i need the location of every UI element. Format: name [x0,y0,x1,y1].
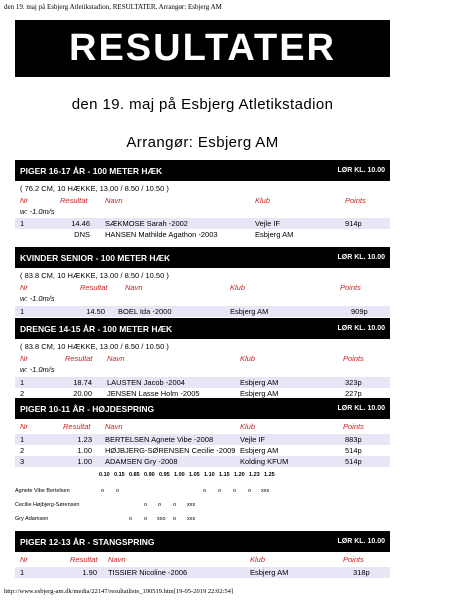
row-name: SÆKMOSE Sarah -2002 [105,219,188,228]
event-header [15,318,390,339]
attempt-mark: o [203,488,207,494]
attempt-row [15,502,390,512]
height-cell: 0.85 [129,472,140,478]
high-jump-heights-row [15,472,390,482]
row-points: 318p [353,568,370,577]
attempt-mark: xxx [187,516,196,522]
row-result: 1.23 [77,435,92,444]
column-headers [15,353,390,364]
event-header [15,531,390,552]
col-name: Navn [107,354,125,363]
athlete-name: Cecilie Højbjerg-Sørensen [15,502,80,508]
event-title: DRENGE 14-15 ÅR - 100 METER HÆK [20,323,173,334]
row-name: TISSIER Nicoline -2006 [108,568,188,577]
row-nr: 3 [20,457,25,466]
height-cell: 1.23 [249,472,260,478]
row-club: Esbjerg AM [240,378,279,387]
browser-print-header: den 19. maj på Esbjerg Atletikstadion, RESULTATER, Arrangør: Esbjerg AM [4,3,222,11]
col-name: Navn [125,283,143,292]
row-nr: 1 [20,568,25,577]
table-row [15,229,390,240]
col-club: Klub [250,555,266,564]
col-nr: Nr [20,354,28,363]
attempt-mark: o [144,502,148,508]
attempt-mark: o [218,488,222,494]
row-club: Esbjerg AM [240,389,279,398]
wind-reading: w: -1.0m/s [20,294,55,303]
table-row [15,567,390,578]
col-result: Resultat [63,422,91,431]
col-name: Navn [105,422,123,431]
col-club: Klub [255,196,271,205]
attempt-row [15,516,390,526]
height-cell: 1.05 [189,472,200,478]
event-piger-16-17-hurdles [15,160,390,240]
wind-reading: w: -1.0m/s [20,365,55,374]
row-points: 227p [345,389,362,398]
wind-row [15,364,390,374]
wind-row [15,293,390,303]
row-name: HØJBJERG-SØRENSEN Cecilie -2009 [105,446,236,455]
attempt-mark: xxx [187,502,196,508]
event-title: KVINDER SENIOR - 100 METER HÆK [20,252,171,263]
row-result: 1.90 [82,568,97,577]
attempt-mark: o [158,502,162,508]
table-row [15,377,390,388]
col-nr: Nr [20,422,28,431]
col-nr: Nr [20,283,28,292]
event-description: ( 83.8 CM, 10 HÆKKE, 13.00 / 8.50 / 10.50 ) [20,342,169,351]
col-club: Klub [240,354,256,363]
table-row [15,306,390,317]
col-points: Points [343,555,364,564]
row-name: BOEL Ida -2000 [118,307,172,316]
column-headers [15,421,390,432]
row-nr: 1 [20,378,25,387]
row-result: DNS [74,230,90,239]
row-nr: 2 [20,446,25,455]
row-club: Esbjerg AM [240,446,279,455]
col-club: Klub [240,422,256,431]
row-points: 514p [345,457,362,466]
row-name: JENSEN Lasse Holm -2005 [107,389,200,398]
event-piger-10-11-high-jump [15,398,390,467]
height-cell: 1.10 [204,472,215,478]
column-headers [15,195,390,206]
row-points: 914p [345,219,362,228]
row-points: 514p [345,446,362,455]
wind-reading: w: -1.0m/s [20,207,55,216]
height-cell: 1.15 [219,472,230,478]
athlete-name: Gry Adamsen [15,516,49,522]
height-cell: 1.25 [264,472,275,478]
event-drenge-14-15-hurdles [15,318,390,399]
row-nr: 1 [20,435,25,444]
table-row [15,434,390,445]
event-description: ( 76.2 CM, 10 HÆKKE, 13.00 / 8.50 / 10.50 ) [20,184,169,193]
row-name: LAUSTEN Jacob -2004 [107,378,185,387]
row-result: 1.00 [77,446,92,455]
attempt-mark: o [233,488,237,494]
event-title: PIGER 10-11 ÅR - HØJDESPRING [20,403,155,414]
event-kvinder-senior-hurdles [15,247,390,317]
row-name: BERTELSEN Agnete Vibe -2008 [105,435,214,444]
col-points: Points [345,196,366,205]
attempt-mark: xxo [157,516,166,522]
row-name: ADAMSEN Gry -2008 [105,457,178,466]
browser-print-footer: http://www.esbjerg-am.dk/media/22147/resultatliste_190519.htm[19-05-2019 22:02:54] [4,588,234,595]
col-result: Resultat [65,354,93,363]
col-nr: Nr [20,555,28,564]
height-cell: 0.90 [144,472,155,478]
column-headers [15,282,390,293]
date-venue-line: den 19. maj på Esbjerg Atletikstadion [71,96,334,113]
event-time: LØR KL. 10.00 [337,538,385,545]
col-result: Resultat [70,555,98,564]
col-name: Navn [105,196,123,205]
attempt-mark: o [101,488,105,494]
attempt-mark: o [248,488,252,494]
row-club: Kolding KFUM [240,457,289,466]
row-club: Esbjerg AM [250,568,289,577]
table-row [15,445,390,456]
column-headers [15,554,390,565]
event-header [15,247,390,268]
col-points: Points [340,283,361,292]
table-row [15,456,390,467]
organizer-line: Arrangør: Esbjerg AM [126,134,279,151]
attempt-row [15,488,390,498]
attempt-mark: o [173,516,177,522]
row-points: 909p [351,307,368,316]
attempt-mark: o [116,488,120,494]
col-result: Resultat [80,283,108,292]
event-title: PIGER 12-13 ÅR - STANGSPRING [20,536,155,547]
attempt-mark: o [173,502,177,508]
height-cell: 1.00 [174,472,185,478]
height-cell: 1.20 [234,472,245,478]
col-nr: Nr [20,196,28,205]
col-name: Navn [108,555,126,564]
row-points: 883p [345,435,362,444]
attempt-mark: o [129,516,133,522]
wind-row [15,206,390,216]
row-nr: 1 [20,219,25,228]
row-result: 20.00 [73,389,92,398]
row-nr: 2 [20,389,25,398]
row-club: Esbjerg AM [230,307,269,316]
row-club: Esbjerg AM [255,230,294,239]
height-cell: 0.95 [159,472,170,478]
event-title: PIGER 16-17 ÅR - 100 METER HÆK [20,165,163,176]
height-cell: 0.15 [114,472,125,478]
row-name: HANSEN Mathilde Agathon -2003 [105,230,218,239]
row-club: Vejle IF [240,435,266,444]
attempt-mark: xxx [261,488,270,494]
row-result: 14.46 [71,219,90,228]
row-result: 14.50 [86,307,105,316]
event-header [15,160,390,181]
event-time: LØR KL. 10.00 [337,254,385,261]
event-piger-12-13-pole-vault [15,531,390,578]
event-time: LØR KL. 10.00 [337,167,385,174]
event-description: ( 83.8 CM, 10 HÆKKE, 13.00 / 8.50 / 10.50 ) [20,271,169,280]
col-points: Points [343,422,364,431]
event-header [15,398,390,419]
row-club: Vejle IF [255,219,281,228]
height-cell: 0.10 [99,472,110,478]
event-time: LØR KL. 10.00 [337,325,385,332]
col-result: Resultat [60,196,88,205]
athlete-name: Agnete Vibe Bertelsen [15,488,70,494]
attempt-mark: o [144,516,148,522]
row-result: 1.00 [77,457,92,466]
col-points: Points [343,354,364,363]
event-time: LØR KL. 10.00 [337,405,385,412]
col-club: Klub [230,283,246,292]
page-title: RESULTATER [15,20,390,77]
table-row [15,218,390,229]
row-points: 323p [345,378,362,387]
row-result: 18.74 [73,378,92,387]
row-nr: 1 [20,307,25,316]
